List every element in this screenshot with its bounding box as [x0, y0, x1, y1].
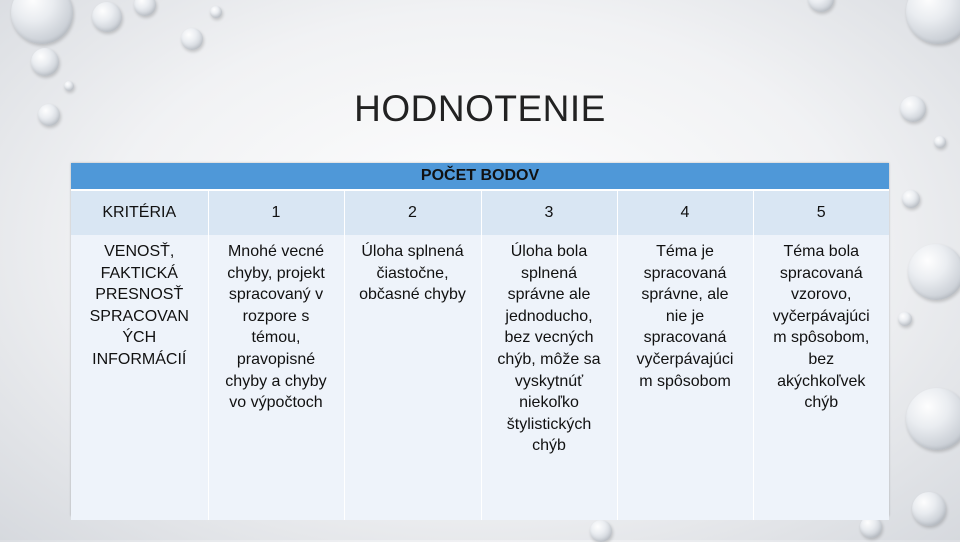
column-header-score-2: 2 — [344, 190, 481, 235]
water-drop-decoration — [92, 2, 122, 32]
score-5-description-cell: Téma bola spracovaná vzorovo, vyčerpávajúci m spôsobom, bez akýchkoľvek chýb — [753, 235, 889, 520]
water-drop-decoration — [898, 312, 912, 326]
score-4-description-cell: Téma je spracovaná správne, ale nie je spracovaná vyčerpávajúci m spôsobom — [617, 235, 753, 520]
column-header-score-4: 4 — [617, 190, 753, 235]
water-drop-decoration — [808, 0, 834, 12]
water-drop-decoration — [134, 0, 156, 16]
water-drop-decoration — [210, 6, 222, 18]
water-drop-decoration — [906, 388, 960, 450]
group-header-cell — [71, 163, 889, 190]
evaluation-table — [71, 163, 889, 520]
water-drop-decoration — [934, 136, 946, 148]
score-3-description-cell: Úloha bola splnená správne ale jednoducho, bez vecných chýb, môže sa vyskytnúť niekoľko štylistických chýb — [481, 235, 617, 520]
criteria-cell: VENOSŤ, FAKTICKÁ PRESNOSŤ SPRACOVAN ÝCH INFORMÁCIÍ — [71, 235, 208, 520]
water-drop-decoration — [902, 190, 920, 208]
slide-title: HODNOTENIE — [354, 88, 606, 129]
water-drop-decoration — [908, 244, 960, 300]
column-header-criteria: KRITÉRIA — [71, 190, 208, 235]
group-header-label: POČET BODOV — [420, 167, 540, 184]
score-2-description-cell: Úloha splnená čiastočne, občasné chyby — [344, 235, 481, 520]
score-1-description-cell: Mnohé vecné chyby, projekt spracovaný v rozpore s témou, pravopisné chyby a chyby vo výpočtoch — [208, 235, 344, 520]
table-row — [71, 235, 889, 520]
table-column-header-row — [71, 190, 889, 235]
water-drop-decoration — [11, 0, 73, 44]
column-header-score-1: 1 — [208, 190, 344, 235]
evaluation-table-container — [71, 163, 889, 516]
water-drop-decoration — [31, 48, 59, 76]
water-drop-decoration — [590, 520, 612, 542]
water-drop-decoration — [912, 492, 946, 526]
water-drop-decoration — [181, 28, 203, 50]
water-drop-decoration — [906, 0, 960, 44]
column-header-score-5: 5 — [753, 190, 889, 235]
table-group-header-row — [71, 163, 889, 190]
column-header-score-3: 3 — [481, 190, 617, 235]
